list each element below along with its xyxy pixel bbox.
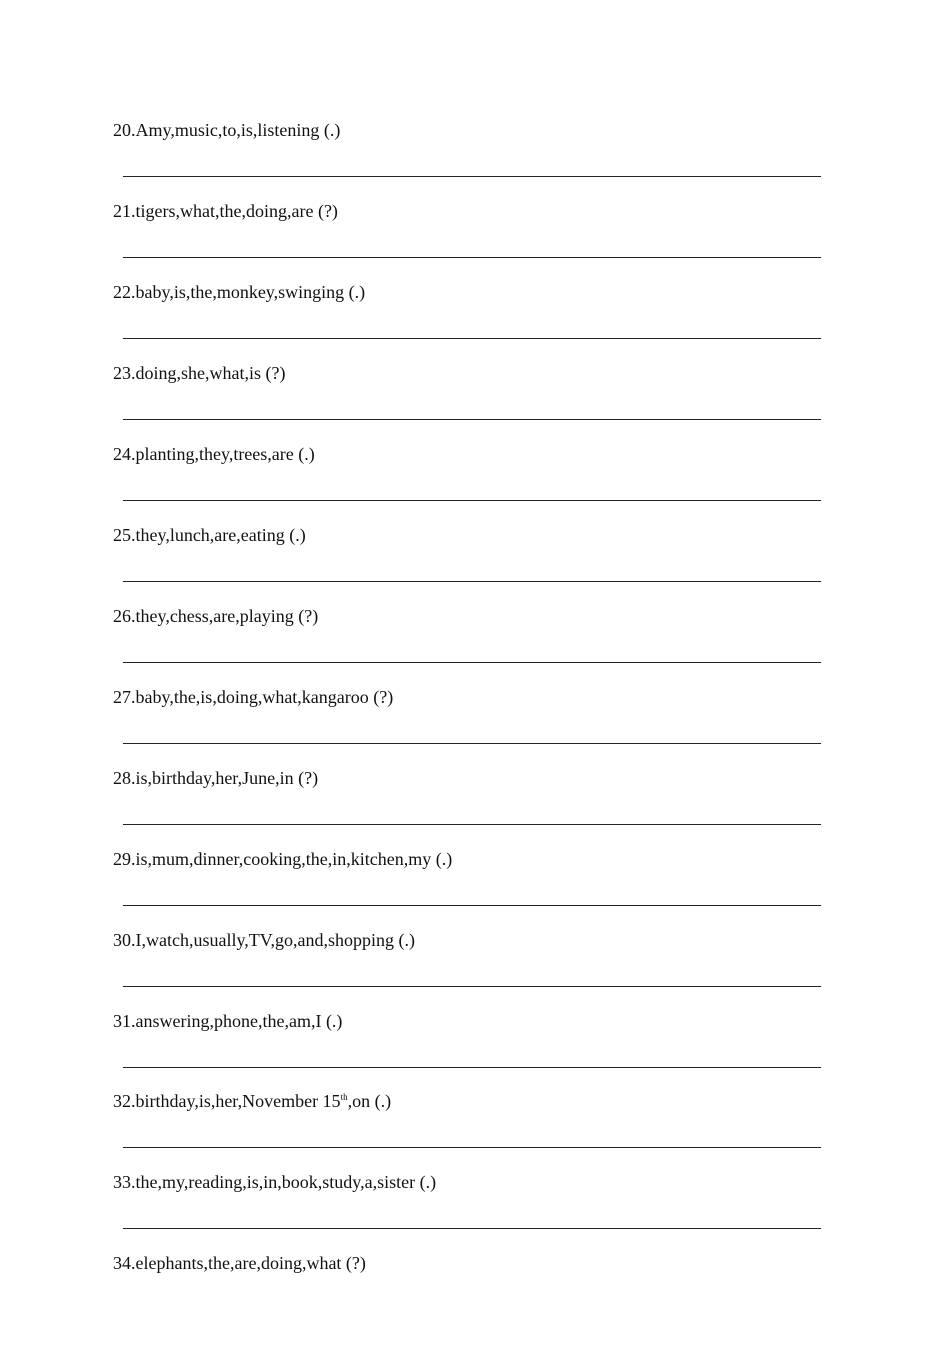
exercise-prompt <box>113 1090 391 1112</box>
exercise-34 <box>0 1253 950 1342</box>
exercise-27 <box>0 687 950 776</box>
answer-line[interactable] <box>123 581 821 582</box>
exercise-20 <box>0 120 950 209</box>
exercise-26 <box>0 606 950 695</box>
exercise-prompt: 23.doing,she,what,is (?) <box>113 363 286 383</box>
exercise-prompt-tail: ,on (.) <box>347 1091 392 1111</box>
answer-line[interactable] <box>123 1067 821 1068</box>
exercise-prompt: 29.is,mum,dinner,cooking,the,in,kitchen,my (.) <box>113 849 453 869</box>
answer-line[interactable] <box>123 824 821 825</box>
exercise-30 <box>0 930 950 1019</box>
exercise-prompt: 28.is,birthday,her,June,in (?) <box>113 768 319 788</box>
exercise-33 <box>0 1172 950 1261</box>
exercise-prompt: 31.answering,phone,the,am,I (.) <box>113 1011 343 1031</box>
answer-line[interactable] <box>123 176 821 177</box>
exercise-24 <box>0 444 950 533</box>
answer-line[interactable] <box>123 1228 821 1229</box>
exercise-25 <box>0 525 950 614</box>
answer-line[interactable] <box>123 1147 821 1148</box>
exercise-prompt: 21.tigers,what,the,doing,are (?) <box>113 201 338 221</box>
exercise-prompt: 30.I,watch,usually,TV,go,and,shopping (.) <box>113 930 415 950</box>
answer-line[interactable] <box>123 662 821 663</box>
answer-line[interactable] <box>123 419 821 420</box>
exercise-prompt: 20.Amy,music,to,is,listening (.) <box>113 120 341 140</box>
exercise-23 <box>0 363 950 452</box>
exercise-prompt: 25.they,lunch,are,eating (.) <box>113 525 306 545</box>
answer-line[interactable] <box>123 905 821 906</box>
ordinal-suffix: th <box>340 1092 348 1102</box>
answer-line[interactable] <box>123 743 821 744</box>
exercise-29 <box>0 849 950 938</box>
exercise-28 <box>0 768 950 857</box>
exercise-31 <box>0 1011 950 1100</box>
exercise-prompt: 22.baby,is,the,monkey,swinging (.) <box>113 282 366 302</box>
exercise-prompt: 26.they,chess,are,playing (?) <box>113 606 319 626</box>
answer-line[interactable] <box>123 986 821 987</box>
answer-line[interactable] <box>123 338 821 339</box>
answer-line[interactable] <box>123 500 821 501</box>
answer-line[interactable] <box>123 257 821 258</box>
exercise-21 <box>0 201 950 290</box>
exercise-32 <box>0 1091 950 1180</box>
exercise-prompt: 27.baby,the,is,doing,what,kangaroo (?) <box>113 687 394 707</box>
exercise-prompt-main: 32.birthday,is,her,November 15 <box>113 1091 341 1111</box>
exercise-prompt: 24.planting,they,trees,are (.) <box>113 444 315 464</box>
exercise-22 <box>0 282 950 371</box>
exercise-prompt: 33.the,my,reading,is,in,book,study,a,sister (.) <box>113 1172 437 1192</box>
exercise-prompt: 34.elephants,the,are,doing,what (?) <box>113 1253 366 1273</box>
